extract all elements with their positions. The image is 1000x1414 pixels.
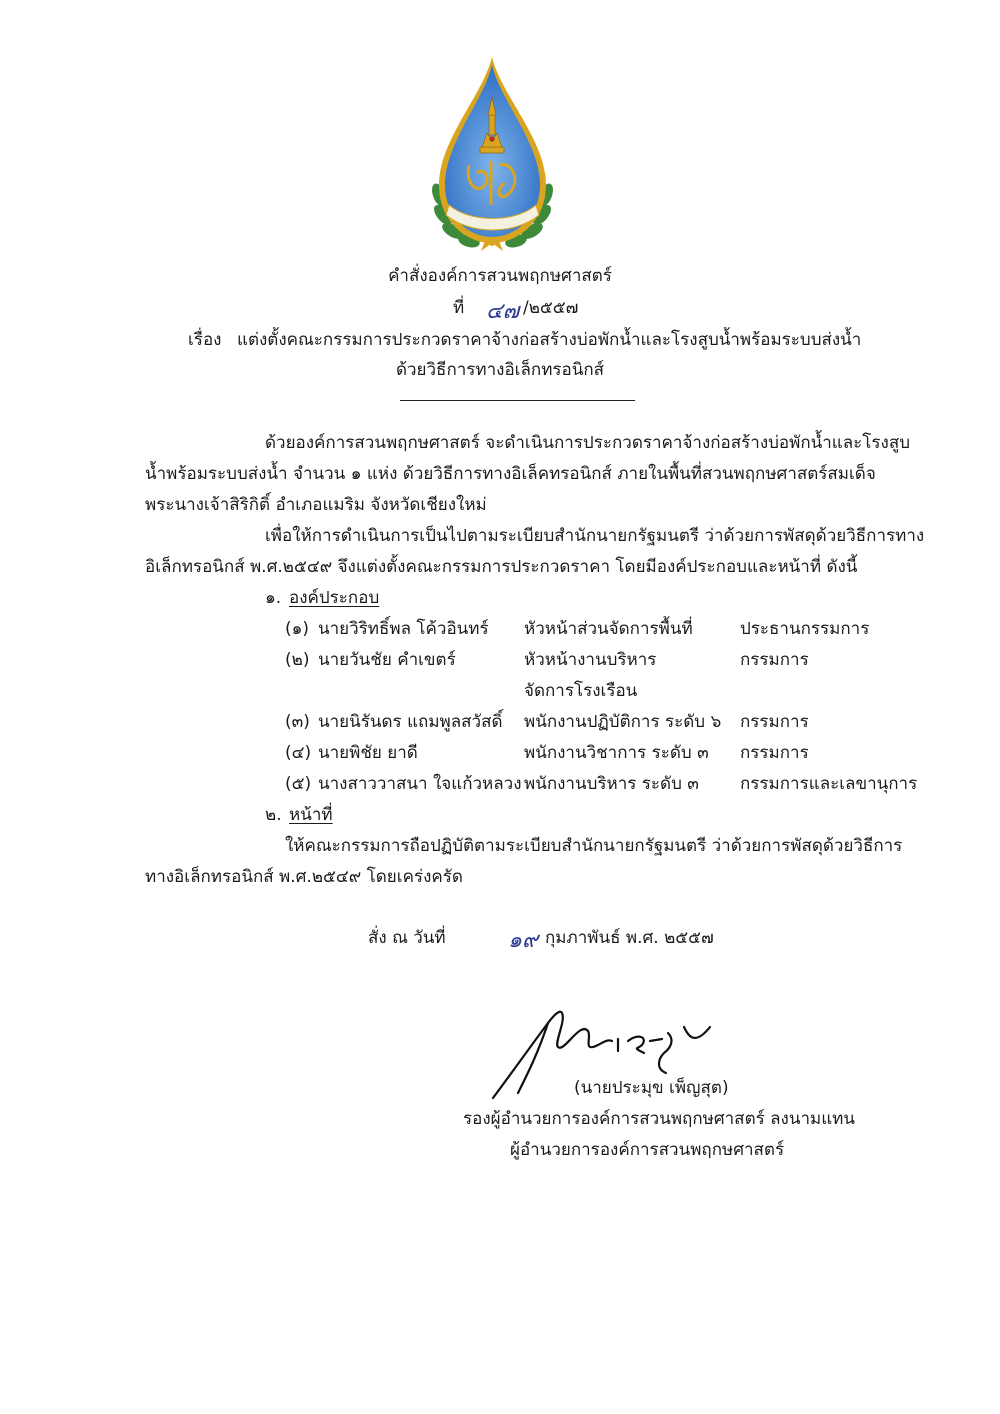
section-1-heading: องค์ประกอบ <box>289 588 380 608</box>
date-rest: กุมภาพันธ์ พ.ศ. ๒๕๕๗ <box>545 928 714 948</box>
member-index: (๒) <box>285 650 310 670</box>
member-index: (๑) <box>285 619 310 639</box>
section-2-number: ๒. <box>265 805 282 825</box>
order-title: คำสั่งองค์การสวนพฤกษศาสตร์ <box>388 266 612 286</box>
subject-line-1: แต่งตั้งคณะกรรมการประกวดราคาจ้างก่อสร้างบ่อพักน้ำและโรงสูบน้ำพร้อมระบบส่งน้ำ <box>237 330 862 350</box>
section-2-line-1: ให้คณะกรรมการถือปฏิบัติตามระเบียบสำนักนายกรัฐมนตรี ว่าด้วยการพัสดุด้วยวิธีการ <box>285 836 903 856</box>
signer-name: (นายประมุข เพ็ญสุต) <box>574 1078 729 1098</box>
member-name: นายวันชัย คำเขตร์ <box>318 650 456 670</box>
member-role: กรรมการ <box>740 650 809 670</box>
member-name: นางสาววาสนา ใจแก้วหลวง <box>318 774 522 794</box>
member-index: (๓) <box>285 712 310 732</box>
order-number-handwritten: ๔๗ <box>486 299 520 324</box>
member-index: (๔) <box>285 743 312 763</box>
subject-line-2: ด้วยวิธีการทางอิเล็กทรอนิกส์ <box>395 360 605 380</box>
signer-title-line-1: รองผู้อำนวยการองค์การสวนพฤกษศาสตร์ ลงนามแทน <box>463 1109 856 1129</box>
member-position: พนักงานบริหาร ระดับ ๓ <box>524 774 699 794</box>
member-position: พนักงานวิชาการ ระดับ ๓ <box>524 743 709 763</box>
member-position: พนักงานปฏิบัติการ ระดับ ๖ <box>524 712 722 732</box>
member-name: นายวิริทธิ์พล โค้วอินทร์ <box>318 619 489 639</box>
signer-title-line-2: ผู้อำนวยการองค์การสวนพฤกษศาสตร์ <box>510 1140 785 1160</box>
paragraph-1-line-1: ด้วยองค์การสวนพฤกษศาสตร์ จะดำเนินการประกวดราคาจ้างก่อสร้างบ่อพักน้ำและโรงสูบ <box>265 433 911 453</box>
subject-label: เรื่อง <box>188 330 222 350</box>
section-1-number: ๑. <box>265 588 282 608</box>
member-role: กรรมการ <box>740 712 809 732</box>
paragraph-2-line-1: เพื่อให้การดำเนินการเป็นไปตามระเบียบสำนักนายกรัฐมนตรี ว่าด้วยการพัสดุด้วยวิธีการทาง <box>265 526 925 546</box>
order-number-suffix: /๒๕๕๗ <box>523 298 579 318</box>
date-day-handwritten: ๑๙ <box>508 928 539 953</box>
member-index: (๕) <box>285 774 312 794</box>
paragraph-1-line-3: พระนางเจ้าสิริกิติ์ อำเภอแมริม จังหวัดเชียงใหม่ <box>145 495 487 515</box>
member-name: นายพิชัย ยาดี <box>318 743 418 763</box>
member-role: กรรมการ <box>740 743 809 763</box>
botanical-garden-emblem-icon <box>425 55 560 255</box>
header-divider <box>400 400 635 401</box>
member-role: ประธานกรรมการ <box>740 619 870 639</box>
member-position: หัวหน้าส่วนจัดการพื้นที่ <box>524 619 693 639</box>
section-2-line-2: ทางอิเล็กทรอนิกส์ พ.ศ.๒๕๔๙ โดยเคร่งครัด <box>145 867 463 887</box>
paragraph-2-line-2: อิเล็กทรอนิกส์ พ.ศ.๒๕๔๙ จึงแต่งตั้งคณะกรรมการประกวดราคา โดยมีองค์ประกอบและหน้าที่ ดังนี้ <box>145 557 858 577</box>
date-prefix: สั่ง ณ วันที่ <box>368 928 446 948</box>
member-role: กรรมการและเลขานุการ <box>740 774 918 794</box>
member-name: นายนิรันดร แถมพูลสวัสดิ์ <box>318 712 503 732</box>
order-number-prefix: ที่ <box>453 298 465 318</box>
section-2-heading: หน้าที่ <box>289 805 333 825</box>
organization-logo <box>425 55 560 255</box>
member-position-continued: จัดการโรงเรือน <box>524 681 638 701</box>
paragraph-1-line-2: น้ำพร้อมระบบส่งน้ำ จำนวน ๑ แห่ง ด้วยวิธีการทางอิเล็คทรอนิกส์ ภายในพื้นที่สวนพฤกษศาสตร์สมเด็จ <box>145 464 876 484</box>
member-position: หัวหน้างานบริหาร <box>524 650 657 670</box>
